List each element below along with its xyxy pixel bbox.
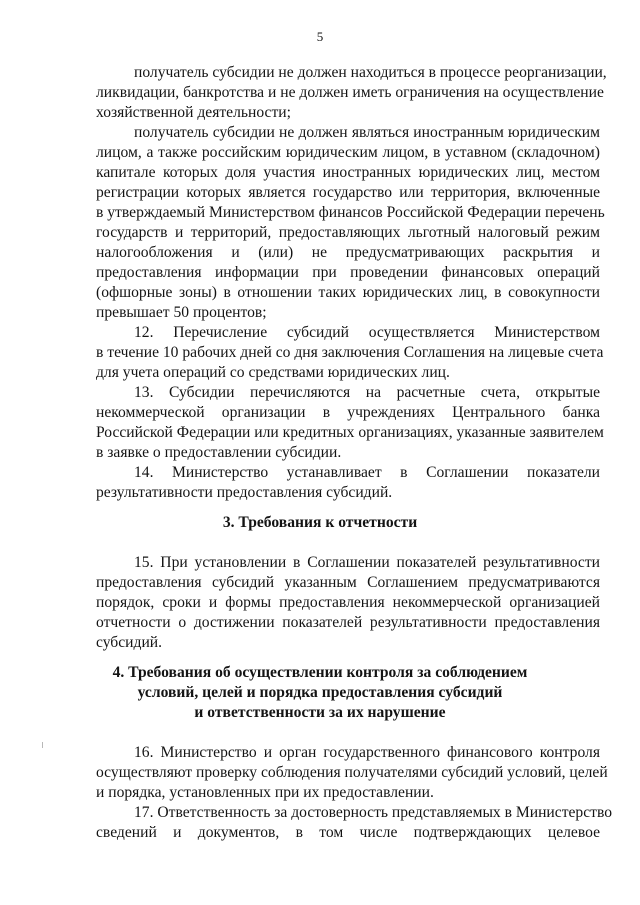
text-line: ликвидации, банкротства и не должен иметь ограничения на осуществление [96,84,604,101]
text-line: результативности предоставления субсидий. [96,484,393,501]
text-line: 14. Министерство устанавливает в Соглашении показатели [134,464,600,481]
text-line: капитале которых доля участия иностранных юридических лиц, местом [96,164,600,181]
text-line: получатель субсидии не должен находиться в процессе реорганизации, [134,64,607,81]
text-line: Российской Федерации или кредитных организациях, указанные заявителем [96,424,604,441]
text-line: сведений и документов, в том числе подтверждающих целевое [96,824,600,841]
text-line: налогообложения и (или) не предусматривающих раскрытия и [96,244,600,261]
text-line: регистрации которых является государство или территория, включенные [96,184,600,201]
text-line: государств и территорий, предоставляющих льготный налоговый режим [96,224,600,241]
text-line: отчетности о достижении показателей результативности предоставления [96,614,600,631]
text-line: лицом, а также российским юридическим лицом, в уставном (складочном) [96,144,600,161]
text-line: порядок, сроки и формы предоставления некоммерческой организацией [96,594,600,611]
text-line: некоммерческой организации в учреждениях Центрального банка [96,404,600,421]
scan-mark [42,742,43,748]
text-line: предоставления субсидий указанным Соглашением предусматриваются [96,574,600,591]
text-line: 16. Министерство и орган государственного финансового контроля [134,744,600,761]
text-line: хозяйственной деятельности; [96,104,291,121]
page-number: 5 [316,29,324,44]
text-line: (офшорные зоны) в отношении таких юридических лиц, в совокупности [96,284,600,301]
section-heading: 4. Требования об осуществлении контроля за соблюдением [112,664,528,681]
text-line: и порядка, установленных при их предоставлении. [96,784,434,801]
text-line: 17. Ответственность за достоверность представляемых в Министерство [134,804,613,821]
text-line: для учета операций со средствами юридических лиц. [96,364,450,381]
text-line: превышает 50 процентов; [96,304,267,321]
text-line: 15. При установлении в Соглашении показателей результативности [134,554,600,571]
text-line: 12. Перечисление субсидий осуществляется Министерством [134,324,600,341]
text-line: осуществляют проверку соблюдения получателями субсидий условий, целей [96,764,608,781]
section-heading: условий, целей и порядка предоставления субсидий [137,684,503,701]
section-heading: и ответственности за их нарушение [194,704,446,721]
text-line: получатель субсидии не должен являться иностранным юридическим [134,124,600,141]
text-line: в течение 10 рабочих дней со дня заключения Соглашения на лицевые счета [96,344,604,361]
text-line: в утверждаемый Министерством финансов Российской Федерации перечень [96,204,605,221]
text-line: в заявке о предоставлении субсидии. [96,444,342,461]
text-line: 13. Субсидии перечисляются на расчетные счета, открытые [134,384,600,401]
text-line: субсидий. [96,634,163,651]
text-line: предоставления информации при проведении финансовых операций [96,264,600,281]
section-heading: 3. Требования к отчетности [222,514,418,531]
